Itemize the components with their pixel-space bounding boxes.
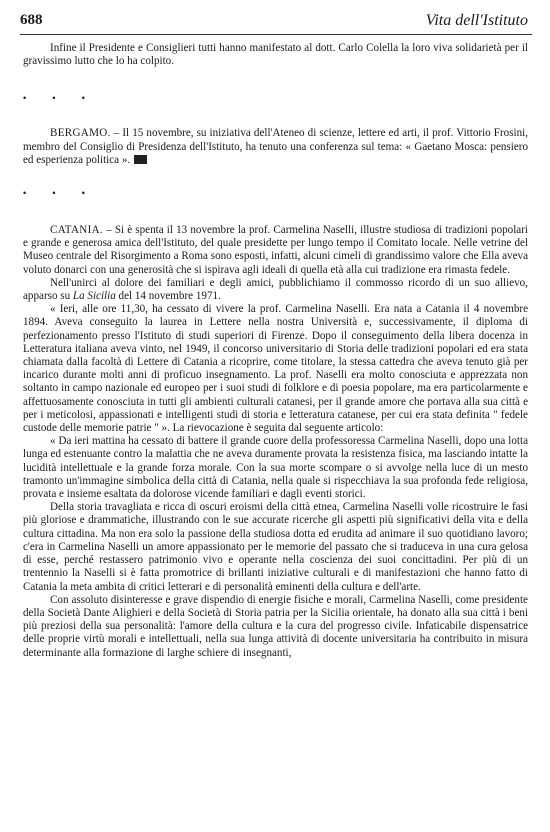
city-name-catania: CATANIA. — [50, 224, 103, 237]
city-name-bergamo: BERGAMO. — [50, 127, 111, 140]
ink-smudge — [134, 155, 147, 164]
article-body — [23, 42, 528, 660]
condolences-date: del 14 novembre 1971. — [115, 290, 221, 303]
paragraph-bergamo — [23, 127, 528, 167]
running-header — [20, 12, 532, 35]
paragraph-condolences — [23, 277, 528, 303]
paragraph-colella: Infine il Presidente e Consiglieri tutti hanno manifestato al dott. Carlo Colella la loro viva solidarietà per il gravissimo lutto che lo ha colpito. — [23, 42, 528, 68]
paragraph-catania — [23, 224, 528, 277]
page-number: 688 — [20, 12, 43, 28]
section-separator: • • • — [23, 93, 97, 104]
catania-text: – Si è spenta il 13 novembre la prof. Carmelina Naselli, illustre studiosa di tradizioni popolari e grande e generosa amica dell'Istituto, del quale presidette per lungo tempo il Comitato locale. Nelle vetrine del Museo centrale del Risorgimento a Roma sono esposti, infatti, alcuni cimeli di grandissimo valore che Ella aveva voluto donarci con una generosità che si ispirava agli ideali di quella età alla cui tradizione era rimasta fedele. — [23, 224, 528, 276]
paragraph-article-1: « Da ieri mattina ha cessato di battere il grande cuore della professoressa Carmelina Naselli, dopo una lotta lunga ed estenuante contro la malattia che ne aveva duramente provata la resistenza fisica, ma lasciando intatte la lucidità intellettuale e la grande forza morale. Con la sua morte scompare o si avvolge nella luce di un mesto tramonto un'immagine simbolica della città di Catania, nella quale si rispecchiava la sua profonda fede religiosa, provata e insieme esaltata da dolorose vicende familiari e dagli eventi storici. — [23, 435, 528, 501]
condolences-text: Nell'unirci al dolore dei familiari e degli amici, pubblichiamo il commosso ricordo di un suo allievo, apparso su — [23, 276, 528, 303]
newspaper-title: La Sicilia — [72, 290, 116, 303]
paragraph-article-2: Della storia travagliata e ricca di oscuri eroismi della città etnea, Carmelina Naselli volle ricostruire le fasi più gloriose e drammatiche, illustrando con le sue accurate ricerche gli aspetti più significativi della vita e della cultura cittadina. Ma non era solo la passione della studiosa dotta ed erudita ad animare il suo quotidiano lavoro; c'era in Carmelina Naselli un amore appassionato per le memorie del passato che si traduceva in una cura gelosa di esse, perché restassero patrimonio vivo e operante nella coscienza dei suoi concittadini. Per più di un trentennio la Naselli si è fatta promotrice di brillanti iniziative culturali e di manifestazioni che hanno fatto di Catania la meta ambita di critici letterari e di personalità eminenti della cultura e dell'arte. — [23, 501, 528, 593]
paragraph-article-3: Con assoluto disinteresse e grave dispendio di energie fisiche e morali, Carmelina Naselli, come presidente della Società Dante Alighieri e della Società di Storia patria per la Sicilia orientale, ha donato alla sua città i beni più preziosi della sua personalità: l'amore della cultura e la cura del progresso civile. Infaticabile dispensatrice delle proprie virtù morali e intellettuali, nella sua lunga attività di docente universitaria ha contribuito in misura determinante alla formazione di larghe schiere di insegnanti, — [23, 593, 528, 659]
bergamo-text: – Il 15 novembre, su iniziativa dell'Ateneo di scienze, lettere ed arti, il prof. Vittorio Frosini, membro del Consiglio di Presidenza dell'Istituto, ha tenuto una conferenza sul tema: « Gaetano Mosca: pensiero ed esperienza politica ». — [23, 127, 528, 166]
section-separator: • • • — [23, 188, 97, 199]
running-title: Vita dell'Istituto — [425, 12, 528, 29]
paragraph-obituary-notice: « Ieri, alle ore 11,30, ha cessato di vivere la prof. Carmelina Naselli. Era nata a Catania il 4 novembre 1894. Aveva conseguito la laurea in Lettere nella nostra Università e, successivamente, il diploma di perfezionamento presso l'Istituto di studi superiori di Firenze. Dopo il conseguimento della libera docenza in Letteratura italiana aveva vinto, nel 1949, il concorso universitario di Storia delle tradizioni popolari ed era stata chiamata dalla facoltà di Lettere di Catania a ricoprire, come titolare, la stessa cattedra che aveva tenuto già per incarico durante molti anni di proficuo insegnamento. La prof. Naselli era molto conosciuta e apprezzata non soltanto in campo nazionale ed europeo per i suoi studi di folklore e di poesia popolare, ma era particolarmente e affettuosamente conosciuta in tutti gli ambienti culturali catanesi, per il grande amore che portava alla sua città e per i meticolosi, appassionati e intelligenti studi di storia e letteratura catanese, per cui era stata definita " fedele custode delle memorie patrie " ». La rievocazione è seguita dal seguente articolo: — [23, 303, 528, 435]
